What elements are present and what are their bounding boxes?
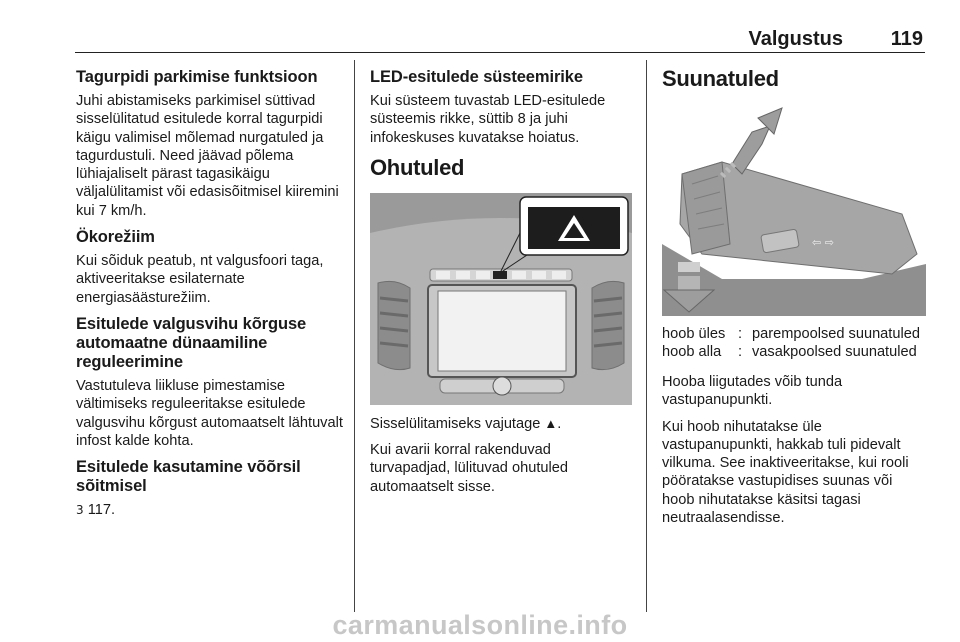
column-1 [76, 60, 346, 527]
column-2 [370, 60, 635, 504]
page-reference[interactable] [76, 501, 346, 519]
column-3 [662, 60, 927, 535]
heading-hazard-lights: Ohutuled [370, 154, 465, 180]
table-row: hoob alla : vasakpoolsed suunatuled [662, 343, 917, 360]
paragraph-auto-leveling: Vastutuleva liikluse pimestamise vältimiseks reguleeritakse esitulede valgusvihu kõrgust automaatselt lähtuvalt infost kalde kohta. [76, 377, 343, 449]
heading-eco-mode: Ökorežiim [76, 228, 155, 247]
hazard-symbol-icon: ▲ [544, 415, 558, 431]
svg-text:⇦ ⇨: ⇦ ⇨ [812, 236, 834, 249]
hazard-switch-illustration [370, 193, 632, 405]
column-divider [646, 60, 647, 612]
heading-led-fault: LED-esitulede süsteemirike [370, 68, 583, 86]
right-air-vent-icon [592, 281, 624, 369]
stalk-positions-table [662, 326, 920, 361]
paragraph-reverse-parking: Juhi abistamiseks parkimisel süttivad sisselülitatud esitulede korral tagurpidi käigu valimisel mõlemad nurgatuled ja tagurdustuli. Need jäävad põlema lühiajaliselt pärast tagasikäigu väljalülitamist või edasisõitmisel kiiremini kui 7 km/h. [76, 93, 339, 219]
heading-turn-signals: Suunatuled [662, 66, 779, 91]
left-air-vent-icon [378, 281, 410, 369]
reference-page: 117. [83, 502, 116, 519]
column-divider [354, 60, 355, 612]
paragraph-turn-resistance: Hooba liigutades võib tunda vastupanupunkti. [662, 374, 843, 409]
paragraph-turn-continuous: Kui hoob nihutatakse üle vastupanupunkti, hakkab tuli pidevalt vilkuma. See inaktiveeritakse, kui rooli pööratakse vastupidises suunas või hoob nihutatakse käsitsi tagasi neutraalasendisse. [662, 418, 909, 527]
paragraph-hazard-activate: Sisselülitamiseks vajutage ▲. [370, 415, 562, 432]
page-number: 119 [890, 28, 923, 50]
heading-driving-abroad: Esitulede kasutamine võõrsil sõitmisel [76, 458, 301, 496]
table-row: hoob üles : parempoolsed suunatuled [662, 326, 920, 342]
heading-auto-leveling: Esitulede valgusvihu kõrguse automaatne dünaamiline reguleerimine [76, 314, 307, 371]
section-title: Valgustus [748, 28, 843, 50]
led-warning-icon: 8 [517, 111, 526, 128]
reference-arrow-icon: 3 [76, 503, 84, 518]
page-header [75, 26, 925, 53]
paragraph-eco-mode: Kui sõiduk peatub, nt valgusfoori taga, aktiveeritakse esilaternate energiasäästurežiim. [76, 253, 324, 306]
watermark: carmanualsonline.info [332, 610, 628, 640]
heading-reverse-parking: Tagurpidi parkimise funktsioon [76, 68, 318, 86]
paragraph-led-fault: Kui süsteem tuvastab LED-esitulede süsteemis rikke, süttib 8 ja juhi infokeskuses kuvatakse hoiatus. [370, 93, 606, 146]
paragraph-hazard-airbag: Kui avarii korral rakenduvad turvapadjad, lülituvad ohutuled automaatselt sisse. [370, 442, 568, 495]
turn-signal-stalk-illustration [662, 104, 926, 316]
